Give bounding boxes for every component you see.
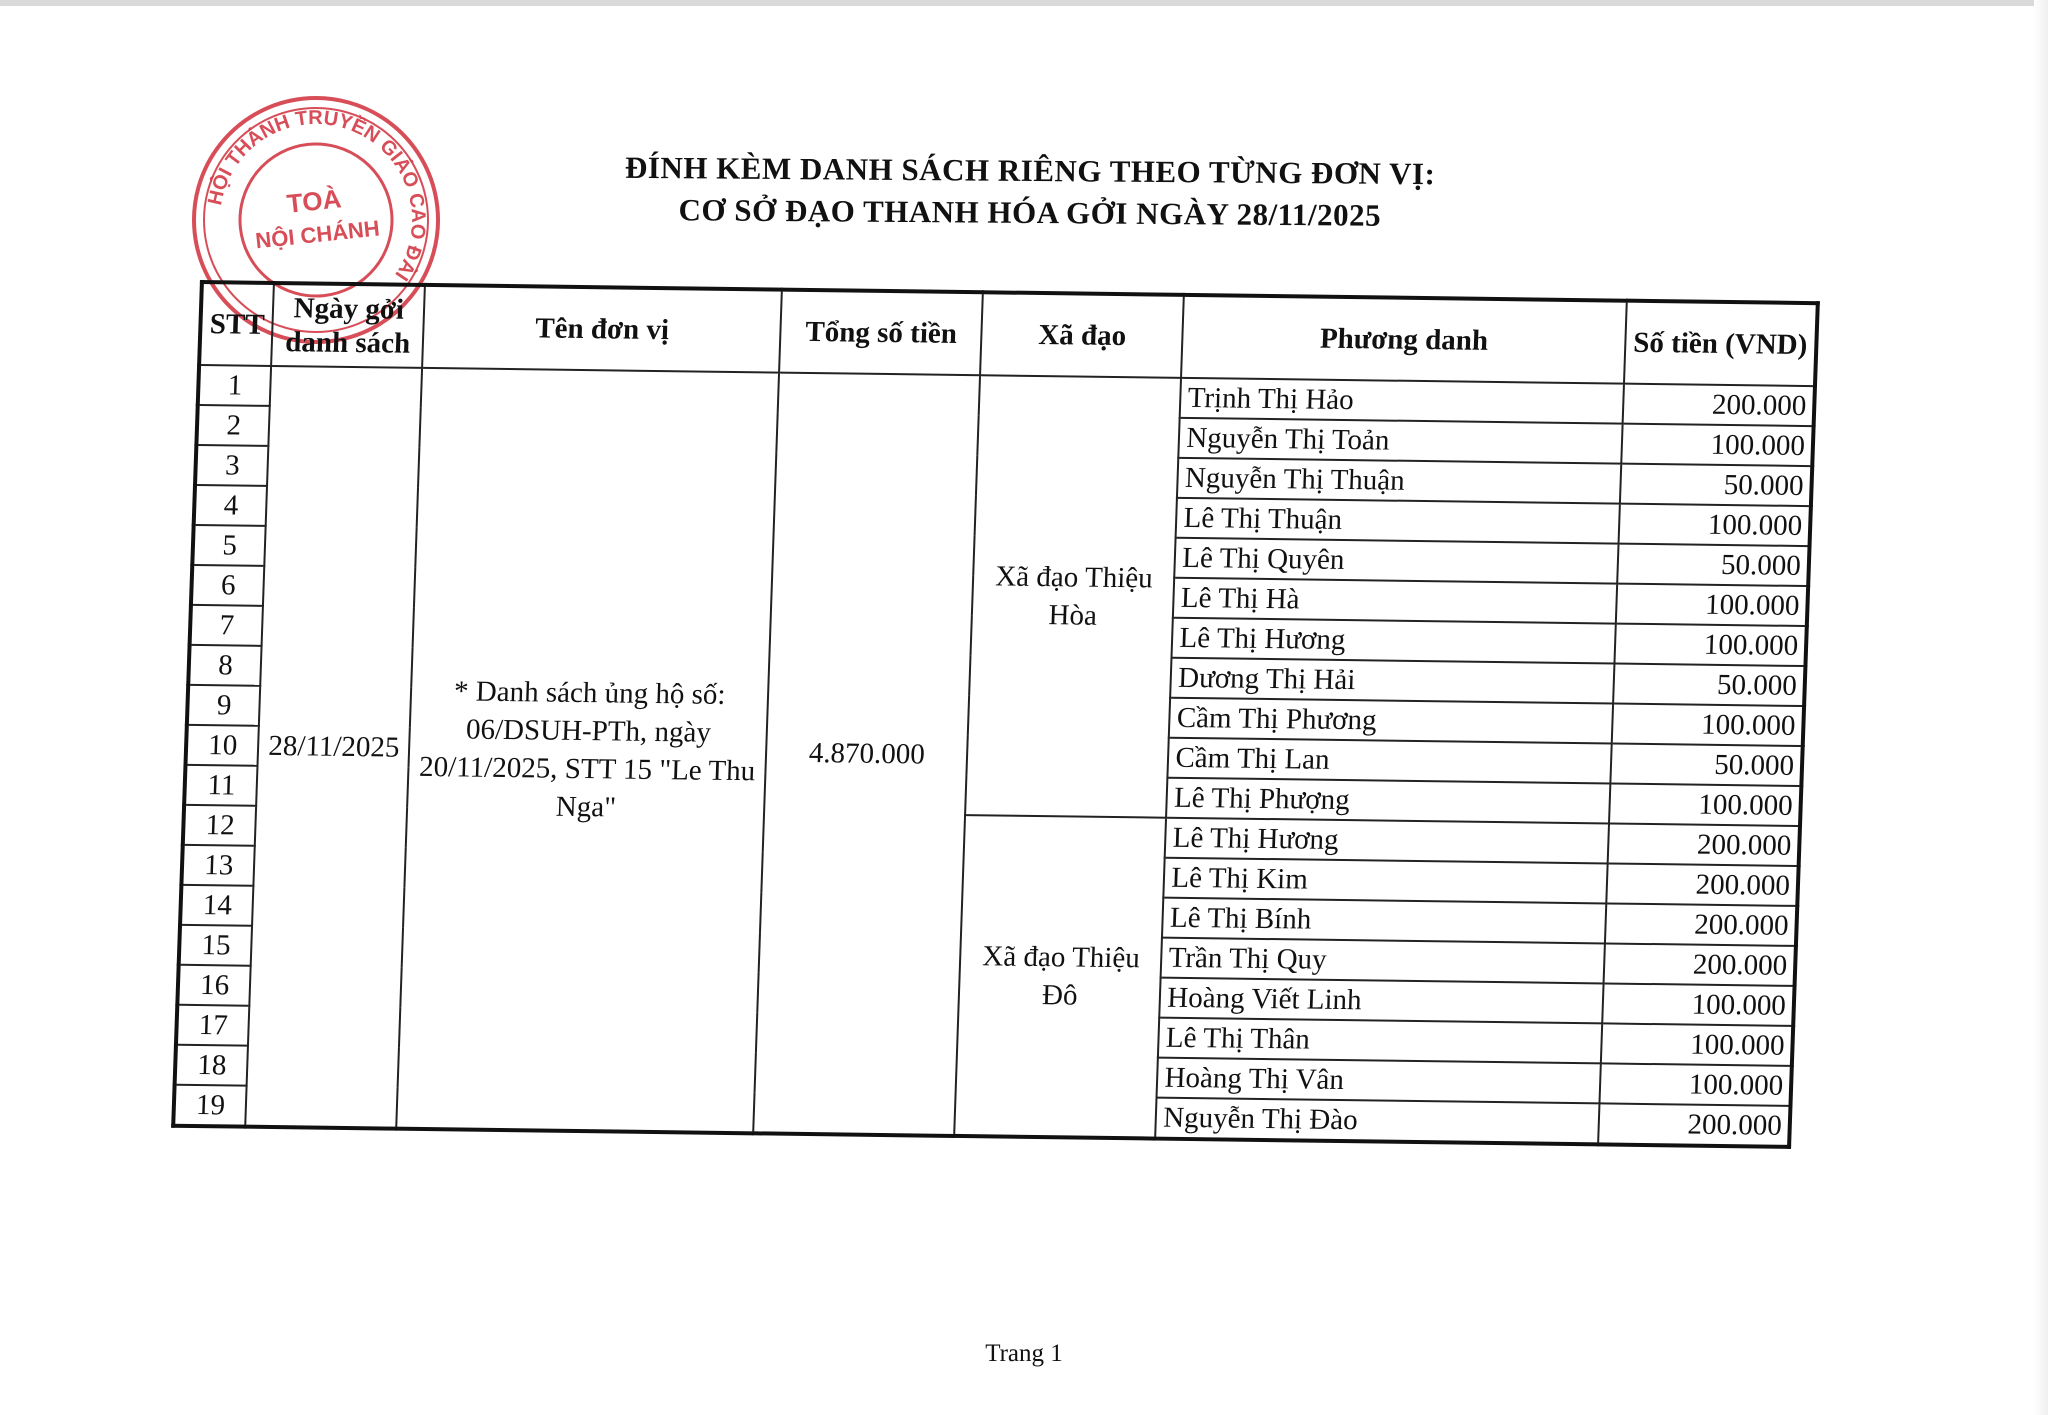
donor-name: Nguyễn Thị Đào: [1156, 1098, 1600, 1145]
row-stt: 6: [191, 565, 265, 606]
donor-amount: 200.000: [1598, 1103, 1791, 1146]
header-stt: STT: [199, 282, 274, 366]
donor-name: Cầm Thị Lan: [1168, 738, 1612, 784]
donor-name: Lê Thị Quyên: [1175, 538, 1619, 584]
donor-name: Lê Thị Hương: [1172, 618, 1616, 664]
donor-amount: 200.000: [1606, 863, 1798, 905]
donor-amount: 50.000: [1613, 664, 1805, 706]
header-date: Ngày gởi danh sách: [271, 283, 425, 368]
donation-table: [171, 280, 1820, 1149]
stamp-ring-text: HỘI THÁNH TRUYỀN GIÁO CAO ĐÀI: [204, 106, 430, 285]
donor-amount: 200.000: [1605, 903, 1797, 945]
page-number: Trang 1: [985, 1340, 1063, 1367]
donor-name: Lê Thị Bính: [1162, 898, 1606, 944]
commune-thieu-hoa: Xã đạo Thiệu Hòa: [965, 375, 1181, 817]
unit-name: * Danh sách ủng hộ số: 06/DSUH-PTh, ngày 20/11/2025, STT 15 "Le Thu Nga": [396, 368, 779, 1133]
donor-name: Lê Thị Phượng: [1166, 778, 1610, 824]
row-stt: 11: [184, 765, 258, 806]
donor-amount: 200.000: [1622, 384, 1814, 426]
scan-top-edge: [0, 0, 2048, 6]
row-stt: 13: [181, 845, 255, 886]
donor-amount: 50.000: [1620, 464, 1812, 506]
row-stt: 19: [173, 1085, 247, 1127]
donor-name: Cầm Thị Phương: [1169, 698, 1613, 744]
row-stt: 16: [177, 965, 251, 1006]
row-stt: 12: [183, 805, 257, 846]
row-stt: 8: [188, 645, 262, 686]
donor-amount: 200.000: [1603, 943, 1795, 985]
donor-name: Nguyễn Thị Thuận: [1177, 458, 1621, 504]
header-amount: Số tiền (VND): [1624, 301, 1818, 386]
donor-name: Lê Thị Hà: [1173, 578, 1617, 624]
header-total: Tổng số tiền: [779, 290, 983, 376]
donor-amount: 100.000: [1618, 504, 1810, 546]
donor-name: Hoàng Thị Vân: [1157, 1058, 1601, 1104]
row-stt: 18: [175, 1045, 249, 1086]
header-donor: Phương danh: [1181, 295, 1626, 384]
document-title: [470, 146, 1591, 239]
row-stt: 9: [187, 685, 261, 726]
stamp-center-line1: TOÀ: [285, 183, 343, 219]
donor-name: Trần Thị Quy: [1161, 938, 1605, 984]
donor-name: Lê Thị Thân: [1158, 1018, 1602, 1064]
donor-amount: 50.000: [1617, 544, 1809, 586]
donor-amount: 100.000: [1616, 584, 1808, 626]
title-line-1: ĐÍNH KÈM DANH SÁCH RIÊNG THEO TỪNG ĐƠN VỊ:: [624, 149, 1436, 192]
row-stt: 5: [192, 525, 266, 566]
scan-right-edge: [2034, 0, 2048, 1415]
donor-amount: 200.000: [1608, 823, 1800, 865]
donor-amount: 100.000: [1612, 704, 1804, 746]
donor-name: Trịnh Thị Hảo: [1180, 378, 1624, 424]
donor-name: Nguyễn Thị Toản: [1179, 418, 1623, 464]
header-unit: Tên đơn vị: [422, 285, 782, 373]
donor-amount: 100.000: [1621, 424, 1813, 466]
donor-name: Lê Thị Kim: [1164, 858, 1608, 904]
header-commune: Xã đạo: [980, 292, 1184, 378]
donor-amount: 100.000: [1601, 1023, 1793, 1065]
row-stt: 10: [185, 725, 259, 766]
commune-thieu-do: Xã đạo Thiệu Đô: [954, 815, 1166, 1139]
donor-name: Lê Thị Thuận: [1176, 498, 1620, 544]
row-stt: 15: [179, 925, 253, 966]
donor-name: Dương Thị Hải: [1171, 658, 1615, 704]
donation-table-container: [171, 280, 1830, 1161]
row-stt: 3: [195, 445, 269, 486]
row-stt: 17: [176, 1005, 250, 1046]
donor-amount: 100.000: [1602, 983, 1794, 1025]
row-stt: 4: [194, 485, 268, 526]
row-stt: 1: [198, 365, 272, 406]
donor-amount: 100.000: [1599, 1063, 1791, 1105]
stamp-center-line2: NỘI CHÁNH: [254, 215, 381, 254]
donor-name: Lê Thị Hương: [1165, 818, 1609, 864]
title-line-2: CƠ SỞ ĐẠO THANH HÓA GỞI NGÀY 28/11/2025: [678, 192, 1382, 233]
donor-amount: 50.000: [1610, 744, 1802, 786]
total-amount: 4.870.000: [753, 373, 980, 1136]
donor-amount: 100.000: [1614, 624, 1806, 666]
submission-date: 28/11/2025: [246, 366, 423, 1129]
row-stt: 7: [190, 605, 264, 646]
donor-amount: 100.000: [1609, 784, 1801, 826]
donor-name: Hoàng Viết Linh: [1160, 978, 1604, 1024]
row-stt: 2: [196, 405, 270, 446]
row-stt: 14: [180, 885, 254, 926]
